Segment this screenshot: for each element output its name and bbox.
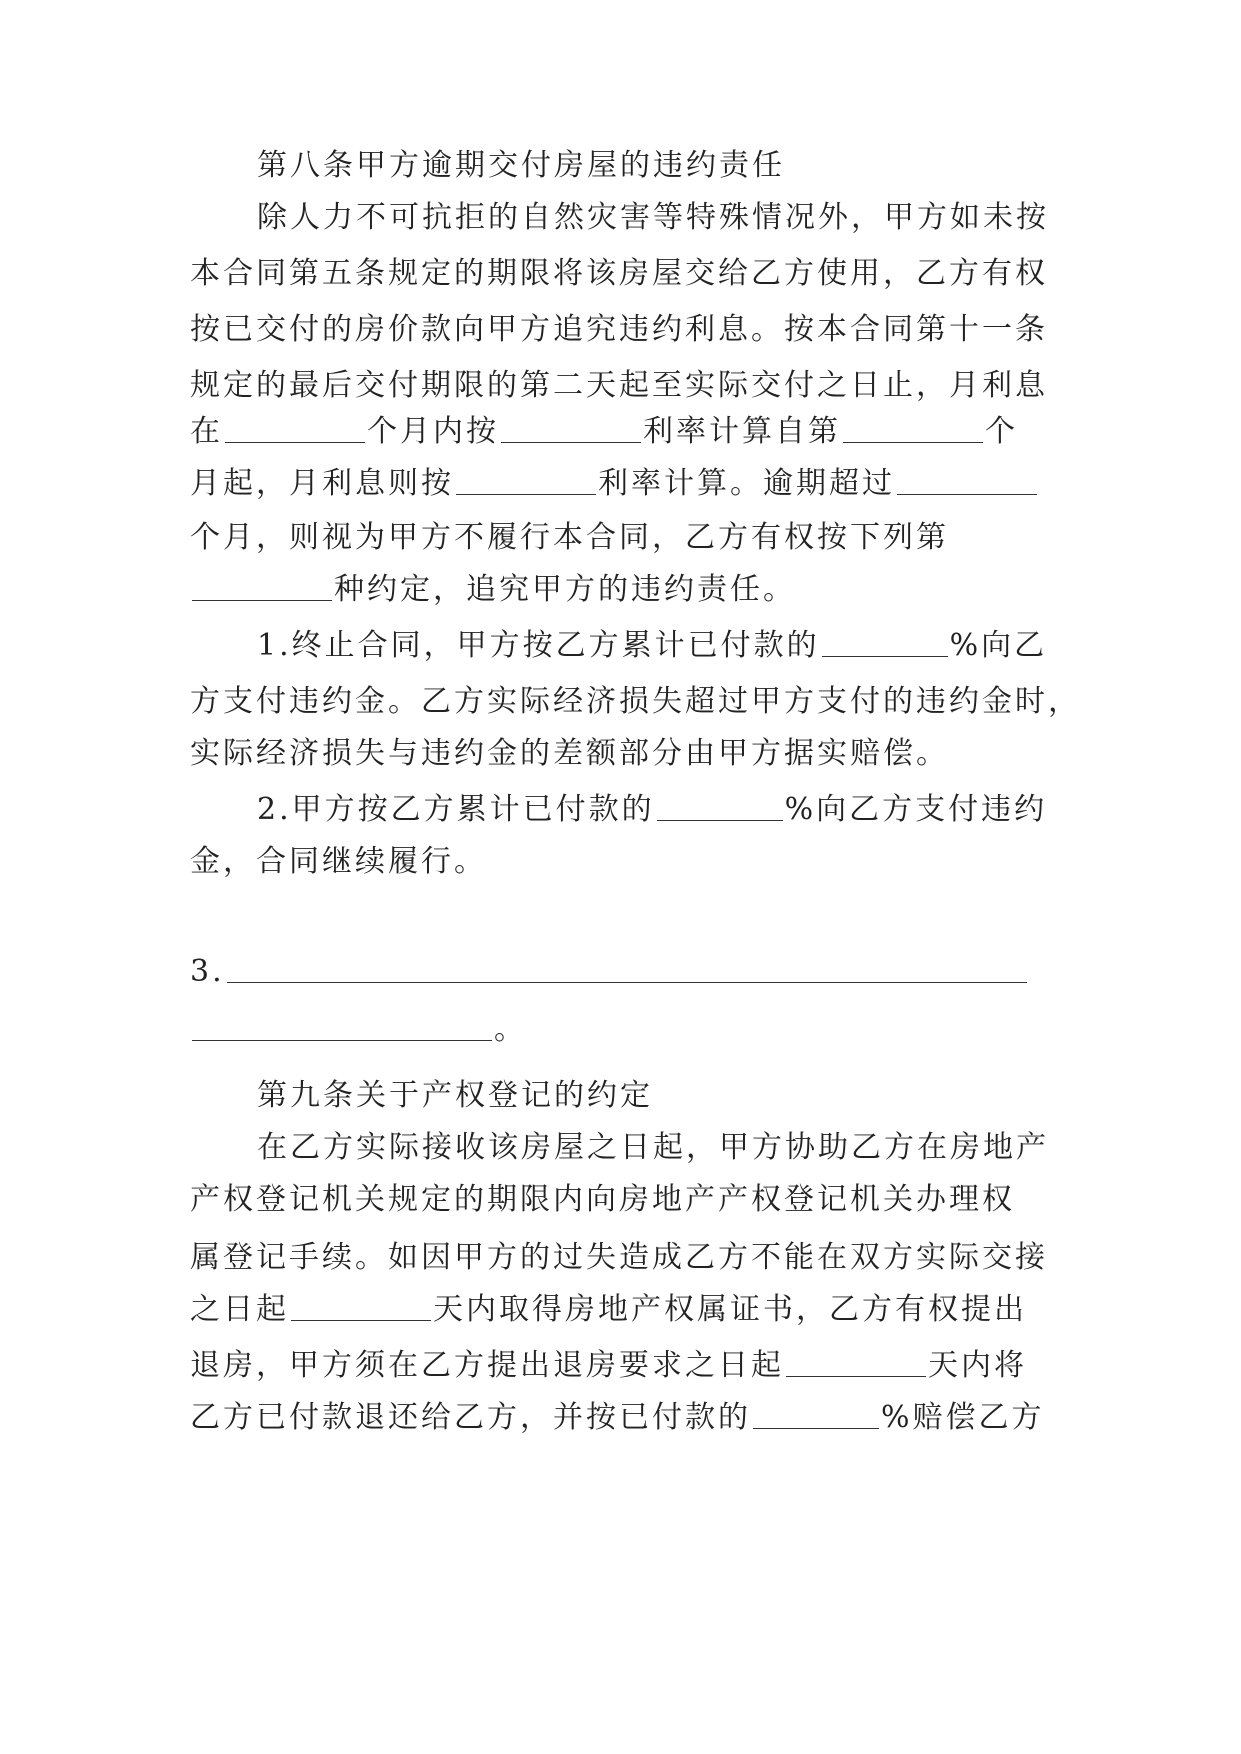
text: 1.终止合同，甲方按乙方累计已付款的 (257, 628, 820, 663)
fill-blank (192, 560, 332, 601)
article-8-line-7 (190, 508, 1055, 568)
fill-blank (897, 454, 1037, 495)
text: 实际经济损失与违约金的差额部分由甲方据实赔偿。 (190, 736, 949, 771)
text: 利率计算。逾期超过 (598, 466, 895, 501)
text: 。 (494, 1012, 527, 1047)
article-9-line-5 (190, 1336, 1055, 1396)
article-9-line-1 (257, 1118, 1055, 1178)
item-1-line-3 (190, 724, 1055, 784)
article-9-line-4 (190, 1280, 1055, 1340)
text: 规定的最后交付期限的第二天起至实际交付之日止，月利息 (190, 368, 1048, 403)
text: 个月，则视为甲方不履行本合同，乙方有权按下列第 (190, 520, 949, 555)
text: 退房，甲方须在乙方提出退房要求之日起 (190, 1348, 784, 1383)
text: 方支付违约金。乙方实际经济损失超过甲方支付的违约金时， (190, 684, 1081, 719)
text: 天内将 (928, 1348, 1027, 1383)
article-8-line-6 (190, 454, 1055, 514)
fill-blank (291, 1280, 431, 1321)
text: 乙方已付款退还给乙方，并按已付款的 (190, 1400, 751, 1435)
article-8-line-1 (257, 188, 1055, 248)
fill-blank (501, 402, 641, 443)
text: 月起，月利息则按 (190, 466, 454, 501)
fill-blank (657, 780, 783, 821)
text: 天内取得房地产权属证书，乙方有权提出 (433, 1292, 1027, 1327)
item-3-line-1 (190, 942, 1055, 1002)
text: 种约定，追究甲方的违约责任。 (334, 572, 796, 607)
text: 之日起 (190, 1292, 289, 1327)
fill-blank (822, 616, 948, 657)
item-2-line-2 (190, 832, 1055, 892)
text: %向乙方支付违约 (784, 792, 1048, 827)
fill-blank (227, 942, 1027, 983)
text: %赔偿乙方 (881, 1400, 1045, 1435)
article-8-line-8 (190, 560, 1055, 620)
article-9-line-6 (190, 1388, 1055, 1448)
article-9-line-3 (190, 1228, 1055, 1288)
text: 3. (190, 954, 225, 989)
article-8-title-text: 第八条甲方逾期交付房屋的违约责任 (257, 148, 785, 183)
fill-blank (192, 1000, 492, 1041)
item-1-line-2 (190, 672, 1081, 732)
fill-blank (225, 402, 365, 443)
fill-blank (456, 454, 596, 495)
article-9-line-2 (190, 1170, 1055, 1230)
fill-blank (843, 402, 983, 443)
text: 金，合同继续履行。 (190, 844, 487, 879)
text: 在 (190, 414, 223, 449)
article-9-title-text: 第九条关于产权登记的约定 (257, 1078, 653, 1113)
text: 个 (985, 414, 1018, 449)
item-1-line-1 (257, 616, 1055, 676)
article-8-line-2 (190, 244, 1055, 304)
article-8-title (257, 136, 1055, 196)
text: 利率计算自第 (643, 414, 841, 449)
text: %向乙 (949, 628, 1048, 663)
text: 本合同第五条规定的期限将该房屋交给乙方使用，乙方有权 (190, 256, 1048, 291)
item-3-line-2 (190, 1000, 1055, 1060)
article-8-line-3 (190, 300, 1055, 360)
text: 产权登记机关规定的期限内向房地产产权登记机关办理权 (190, 1182, 1015, 1217)
text: 除人力不可抗拒的自然灾害等特殊情况外，甲方如未按 (257, 200, 1049, 235)
text: 按已交付的房价款向甲方追究违约利息。按本合同第十一条 (190, 312, 1048, 347)
text: 属登记手续。如因甲方的过失造成乙方不能在双方实际交接 (190, 1240, 1048, 1275)
text: 在乙方实际接收该房屋之日起，甲方协助乙方在房地产 (257, 1130, 1049, 1165)
item-2-line-1 (257, 780, 1055, 840)
article-8-line-5 (190, 402, 1055, 462)
text: 个月内按 (367, 414, 499, 449)
article-9-title (257, 1066, 1055, 1126)
text: 2.甲方按乙方累计已付款的 (257, 792, 655, 827)
fill-blank (786, 1336, 926, 1377)
fill-blank (753, 1388, 879, 1429)
